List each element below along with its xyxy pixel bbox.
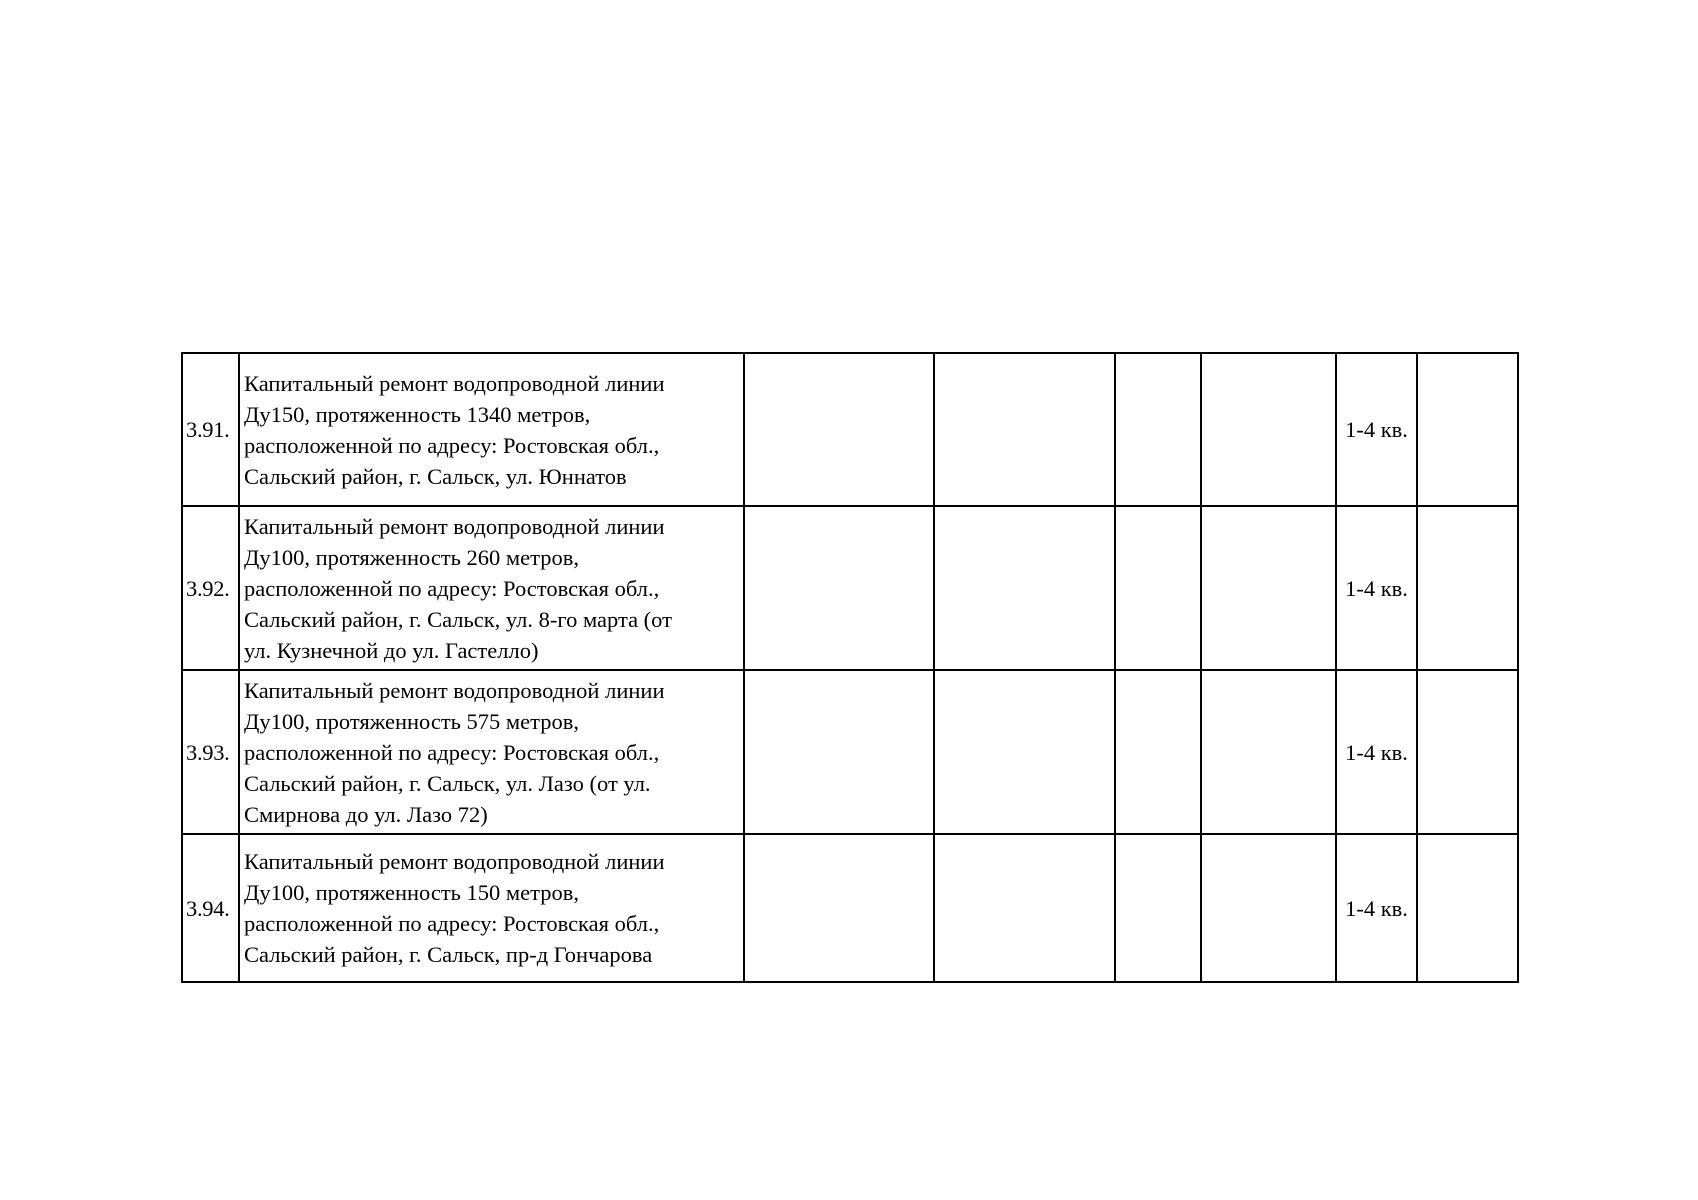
description-line: расположенной по адресу: Ростовская обл., [244,911,660,936]
description-line: Капитальный ремонт водопроводной линии [244,849,665,874]
row-number: 3.94. [182,834,239,982]
works-table [181,352,1519,983]
row-description [239,834,744,982]
empty-cell [1115,353,1201,506]
empty-cell [934,506,1115,670]
description-line: Ду100, протяженность 575 метров, [244,708,580,734]
table-row [182,670,1518,834]
empty-cell [744,353,934,506]
description-line: расположенной по адресу: Ростовская обл., [244,432,660,458]
table-row [182,506,1518,670]
row-period: 1-4 кв. [1336,506,1417,670]
description-line: расположенной по адресу: Ростовская обл., [244,739,660,765]
row-number: 3.92. [182,506,239,670]
table-row [182,834,1518,982]
empty-cell [744,506,934,670]
row-description [239,670,744,834]
empty-cell [744,834,934,982]
description-line: Сальский район, г. Сальск, пр-д Гончарова [244,942,653,967]
empty-cell [1201,834,1336,982]
row-period: 1-4 кв. [1336,670,1417,834]
table-row [182,353,1518,506]
row-description [239,353,744,506]
empty-cell [934,670,1115,834]
row-description [239,506,744,670]
empty-cell [1115,834,1201,982]
empty-cell [1417,670,1518,834]
empty-cell [934,353,1115,506]
empty-cell [1201,353,1336,506]
description-line: Сальский район, г. Сальск, ул. 8-го марта (от [244,606,672,632]
description-line: расположенной по адресу: Ростовская обл., [244,575,660,601]
empty-cell [1417,353,1518,506]
description-line: Ду100, протяженность 260 метров, [244,544,580,570]
description-line: Ду100, протяженность 150 метров, [244,880,580,905]
description-line: Ду150, протяженность 1340 метров, [244,401,591,427]
empty-cell [1417,834,1518,982]
empty-cell [934,834,1115,982]
empty-cell [1201,670,1336,834]
row-period: 1-4 кв. [1336,834,1417,982]
description-line: Сальский район, г. Сальск, ул. Лазо (от ул. [244,770,651,796]
description-line: Капитальный ремонт водопроводной линии [244,513,665,539]
description-line: ул. Кузнечной до ул. Гастелло) [244,637,539,663]
description-line: Сальский район, г. Сальск, ул. Юннатов [244,463,627,489]
row-period: 1-4 кв. [1336,353,1417,506]
row-number: 3.93. [182,670,239,834]
empty-cell [1115,670,1201,834]
empty-cell [1115,506,1201,670]
description-line: Капитальный ремонт водопроводной линии [244,677,665,703]
empty-cell [1417,506,1518,670]
description-line: Капитальный ремонт водопроводной линии [244,370,665,396]
description-line: Смирнова до ул. Лазо 72) [244,801,488,827]
row-number: 3.91. [182,353,239,506]
empty-cell [744,670,934,834]
empty-cell [1201,506,1336,670]
